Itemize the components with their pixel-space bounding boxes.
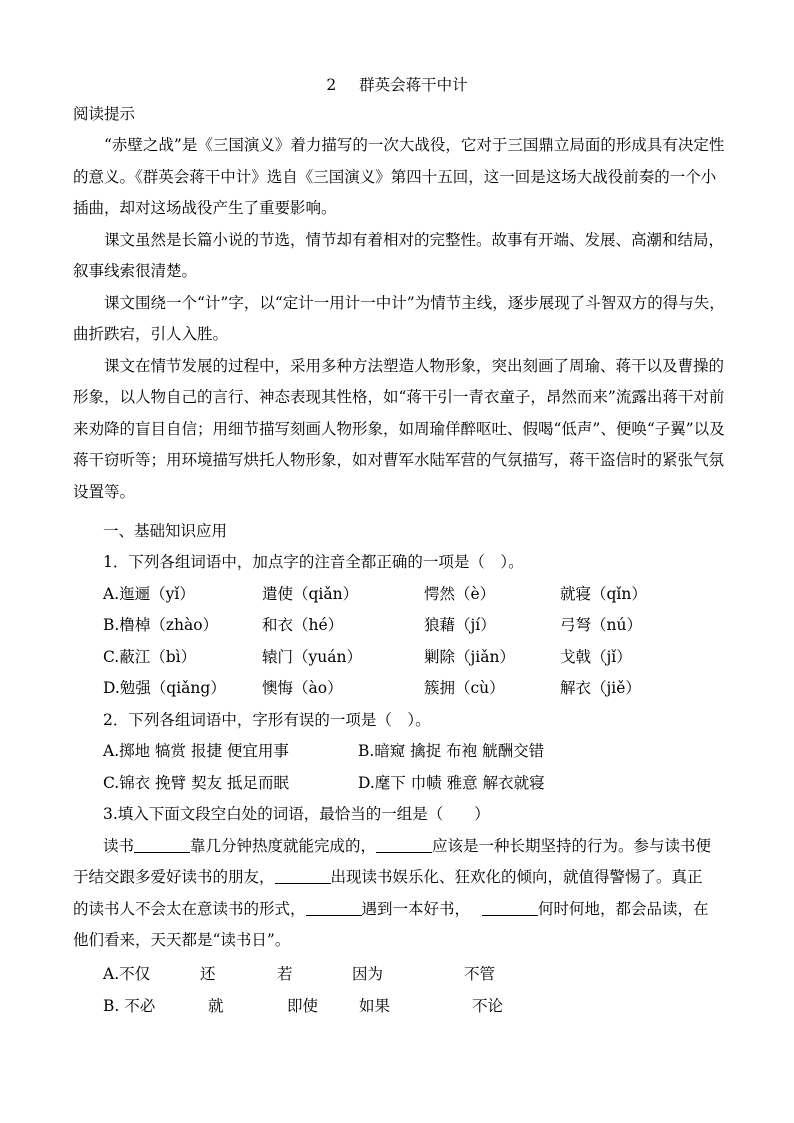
- fill-blank-5[interactable]: [482, 899, 538, 916]
- q1-option-c-1: C.蔽江（bì）: [103, 648, 197, 666]
- q3-option-a-2: 还: [200, 965, 216, 983]
- fill-blank-4[interactable]: [306, 899, 362, 916]
- q3-passage-line-1: 读书 靠几分钟热度就能完成的， 应该是一种长期坚持的行为。参与读书便: [103, 837, 712, 855]
- section-heading: 一、基础知识应用: [103, 522, 228, 540]
- q3-option-a-4: 因为: [352, 965, 384, 983]
- q2-option-a: A.掷地 犒赏 报捷 便宜用事: [103, 742, 289, 760]
- q1-option-b-1: B.橹棹（zhào）: [103, 616, 219, 634]
- q1-option-d-1: D.勉强（qiǎng）: [103, 679, 226, 697]
- page-title: [0, 74, 794, 96]
- q1-option-c-3: 剿除（jiǎn）: [424, 648, 515, 666]
- q1-option-c-2: 辕门（yuán）: [262, 648, 362, 666]
- q3-option-b-3: 即使: [287, 997, 319, 1015]
- fill-blank-3[interactable]: [275, 867, 331, 884]
- q2-option-d: D.麾下 巾帻 雅意 解衣就寝: [358, 774, 545, 792]
- reading-hint-body: [73, 130, 725, 508]
- q3-passage-line-2: 于结交跟多爱好读书的朋友， 出现读书娱乐化、狂欢化的倾向，就值得警惕了。真正: [73, 868, 703, 886]
- q3-option-b-1: B. 不必: [103, 997, 156, 1015]
- fill-blank-2[interactable]: [376, 836, 432, 853]
- q1-option-a-2: 遣使（qiǎn）: [262, 585, 359, 603]
- q3-option-b-2: 就: [208, 997, 224, 1015]
- q1-option-a-4: 就寝（qǐn）: [560, 585, 647, 603]
- lesson-number: 2: [326, 76, 337, 94]
- q1-option-b-4: 弓弩（nú）: [560, 616, 642, 634]
- question-2-stem: 2．下列各组词语中，字形有误的一项是（ ）。: [103, 711, 431, 729]
- q3-passage-line-4: 他们看来，天天都是“读书日”。: [73, 931, 291, 949]
- question-1-stem: 1．下列各组词语中，加点字的注音全都正确的一项是（ ）。: [103, 553, 524, 571]
- q3-option-a-3: 若: [277, 965, 293, 983]
- q1-option-a-3: 愕然（è）: [424, 585, 496, 603]
- q2-option-c: C.锦衣 挽臂 契友 抵足而眠: [103, 774, 290, 792]
- q3-option-b-5: 不论: [472, 997, 504, 1015]
- q1-option-d-3: 簇拥（cù）: [424, 679, 505, 697]
- lesson-title: 群英会蒋干中计: [359, 76, 468, 94]
- question-3-stem: 3.填入下面文段空白处的词语，最恰当的一组是（ ）: [103, 805, 490, 823]
- hint-paragraph-3: 课文围绕一个“计”字，以“定计一用计一中计”为情节主线，逐步展现了斗智双方的得与失，曲折跌宕，引人入胜。: [73, 293, 725, 343]
- q1-option-c-4: 戈戟（jǐ）: [560, 648, 632, 666]
- fill-blank-1[interactable]: [134, 836, 190, 853]
- q3-passage-line-3: 的读书人不会太在意读书的形式， 遇到一本好书， 何时何地，都会品读，在: [73, 900, 709, 918]
- q1-option-b-2: 和衣（hé）: [262, 616, 344, 634]
- q2-option-b: B.暗窥 擒捉 布袍 觥酬交错: [358, 742, 545, 760]
- q3-option-a-5: 不管: [464, 965, 496, 983]
- q1-option-d-4: 解衣（jiě）: [560, 679, 641, 697]
- hint-paragraph-1: “赤壁之战”是《三国演义》着力描写的一次大战役，它对于三国鼎立局面的形成具有决定性的意义。《群英会蒋干中计》选自《三国演义》第四十五回，这一回是这场大战役前奏的一个小插曲，却对这场战役产生了重要影响。: [73, 136, 725, 217]
- reading-hint-label: 阅读提示: [73, 105, 136, 123]
- q1-option-b-3: 狼藉（jí）: [424, 616, 496, 634]
- q1-option-a-1: A.迤逦（yǐ）: [103, 585, 195, 603]
- hint-paragraph-4: 课文在情节发展的过程中，采用多种方法塑造人物形象，突出刻画了周瑜、蒋干以及曹操的形象，以人物自己的言行、神态表现其性格，如“蒋干引一青衣童子，昂然而来”流露出蒋干对前来劝降的盲目自信；用细节描写刻画人物形象，如周瑜佯醉呕吐、假喝“低声”、便唤“子翼”以及蒋干窃听等；用环境描写烘托人物形象，如对曹军水陆军营的气氛描写，蒋干盗信时的紧张气氛设置等。: [73, 356, 725, 501]
- q3-option-a-1: A.不仅: [103, 965, 151, 983]
- q1-option-d-2: 懊悔（ào）: [262, 679, 343, 697]
- q3-option-b-4: 如果: [359, 997, 391, 1015]
- hint-paragraph-2: 课文虽然是长篇小说的节选，情节却有着相对的完整性。故事有开端、发展、高潮和结局，叙事线索很清楚。: [73, 230, 725, 280]
